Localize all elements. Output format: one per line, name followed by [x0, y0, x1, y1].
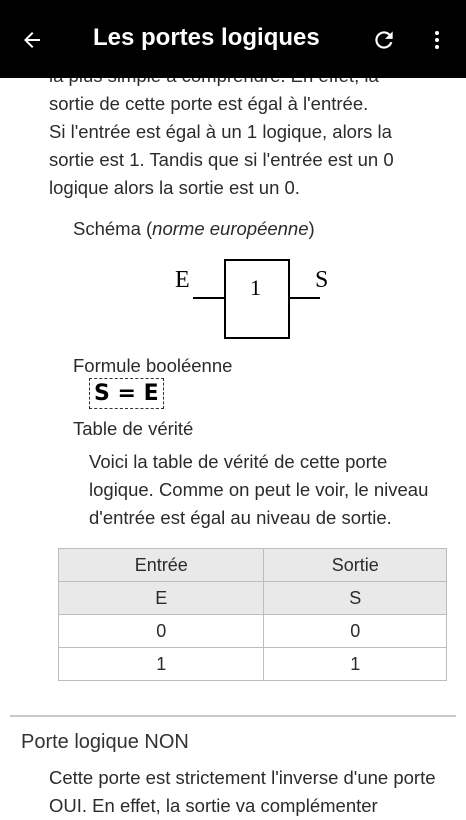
intro-paragraph: [49, 90, 449, 202]
table-row: [59, 648, 447, 681]
schema-label-italic: norme européenne: [152, 218, 309, 239]
gate-diagram: [170, 255, 340, 345]
refresh-button[interactable]: [366, 22, 402, 58]
section-title: Porte logique NON: [21, 731, 189, 753]
schema-label: [73, 218, 315, 240]
table-cell: 0: [59, 615, 264, 648]
intro-line: logique alors la sortie est un 0.: [49, 177, 300, 198]
intro-line: sortie de cette porte est égal à l'entrée.: [49, 93, 369, 114]
table-cell: 1: [264, 648, 447, 681]
section-paragraph: Cette porte est strictement l'inverse d'une porte OUI. En effet, la sortie va complémenter: [49, 767, 436, 816]
table-header: Sortie: [264, 549, 447, 582]
truth-table: [58, 548, 447, 681]
more-options-button[interactable]: [422, 22, 452, 58]
back-button[interactable]: [14, 22, 50, 58]
app-title: Les portes logiques: [93, 24, 320, 51]
gate-input-label: E: [175, 267, 190, 293]
table-cell: 1: [59, 648, 264, 681]
refresh-icon: [371, 27, 397, 53]
arrow-left-icon: [20, 28, 44, 52]
intro-line: sortie est 1. Tandis que si l'entrée est un 0: [49, 149, 394, 170]
table-cell: 0: [264, 615, 447, 648]
table-subheader: S: [264, 582, 447, 615]
app-bar: [0, 0, 466, 78]
boolean-formula: S = E: [89, 378, 164, 409]
intro-line: Si l'entrée est égal à un 1 logique, alors la: [49, 121, 392, 142]
schema-label-text: Schéma (: [73, 218, 153, 239]
formula-label: Formule booléenne: [73, 355, 233, 376]
table-row: [59, 615, 447, 648]
table-header: Entrée: [59, 549, 264, 582]
table-subheader-row: [59, 582, 447, 615]
section-divider: [10, 715, 456, 717]
table-header-row: [59, 549, 447, 582]
schema-label-end: ): [308, 218, 315, 239]
table-subheader: E: [59, 582, 264, 615]
truth-table-label: Table de vérité: [73, 418, 194, 439]
gate-output-label: S: [315, 267, 329, 293]
truth-table-description: Voici la table de vérité de cette porte logique. Comme on peut le voir, le niveau d'entrée est égal au niveau de sortie.: [89, 451, 429, 528]
more-vert-icon: [425, 28, 449, 52]
gate-symbol: 1: [250, 275, 261, 300]
